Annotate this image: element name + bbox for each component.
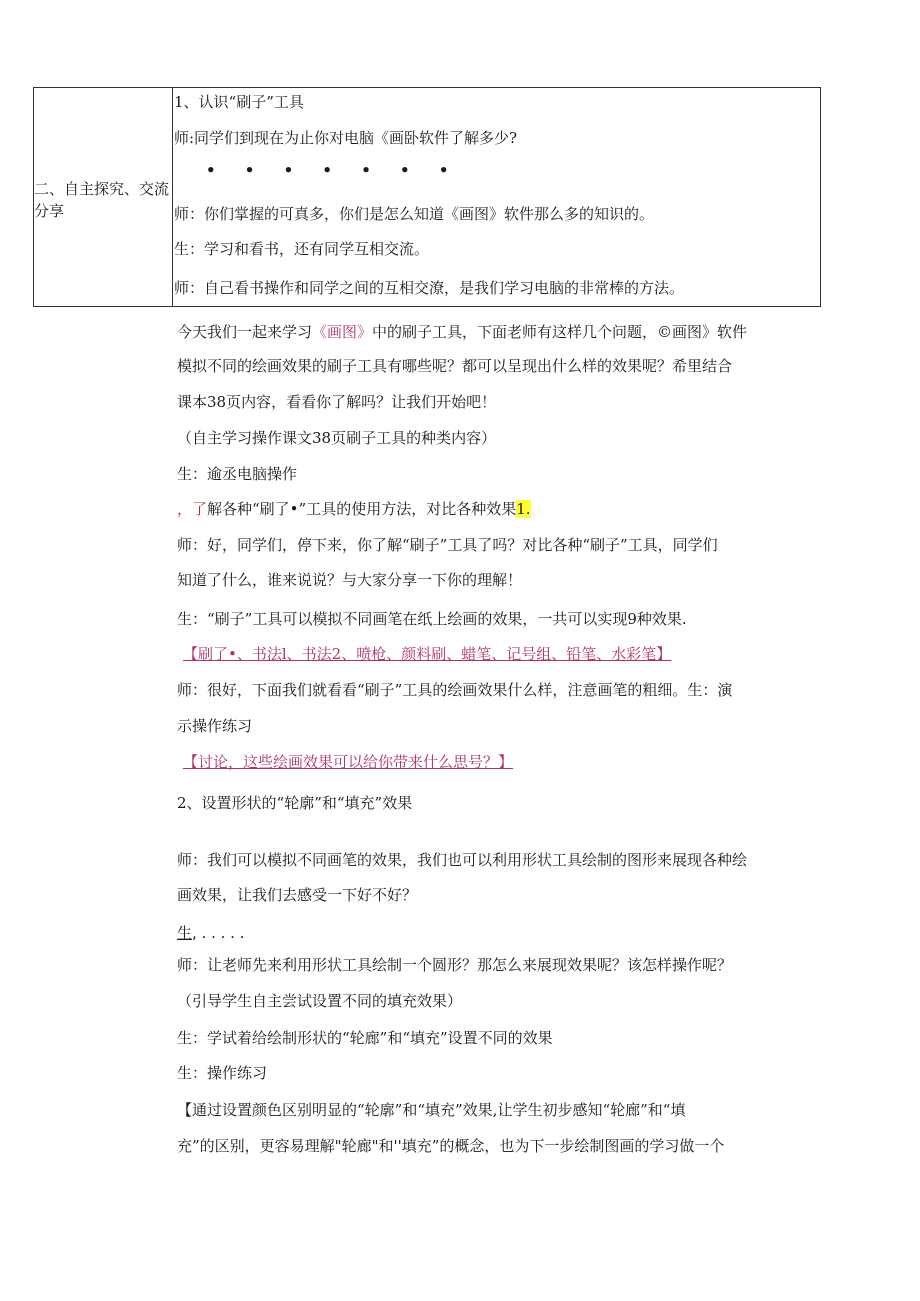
para-17-line-2: 充”的区别，更容易理解"轮廊"和''填充”的概念，也为下一步绘制图画的学习做一个	[177, 1137, 725, 1155]
para-5-line-2: 知道了什么，谁来说说？与大家分享一下你的理解！	[177, 571, 523, 589]
para-6: 生：“刷子”工具可以模拟不同画笔在纸上绘画的效果，一共可以实现9种效果.	[177, 610, 687, 628]
para-16: 生：操作练习	[177, 1064, 268, 1082]
para-12-sheng: 生	[177, 924, 193, 942]
table-divider	[172, 88, 173, 306]
para-15: 生：学试着给绘制形状的“轮廊”和“填充”设置不同的效果	[177, 1029, 553, 1047]
para-8-line-2: 示操作练习	[177, 717, 253, 735]
section-2-heading: 2、设置形状的“轮廓”和“填充”效果	[177, 794, 413, 812]
para-11-line-1: 师：我们可以模拟不同画笔的效果，我们也可以利用形状工具绘制的图形来展现各种绘	[177, 851, 748, 869]
para-4-main: 解各种“刷了•”工具的使用方法，对比各种效果	[207, 500, 517, 518]
para-1-text-b: 中的刷子工具，下面老师有这样几个问题，©画图》软件	[372, 323, 748, 341]
para-13: 师：让老师先来利用形状工具绘制一个圆形？那怎么来展现效果呢？该怎样操作呢？	[177, 956, 733, 974]
para-1-line-1	[177, 322, 747, 342]
para-1-text-a: 今天我们一起来学习	[177, 323, 313, 341]
para-14: （引导学生自主尝试设置不同的填充效果）	[177, 992, 463, 1010]
para-1-line-2: 模拟不同的绘画效果的刷子工具有哪些呢？都可以呈现出什么样的效果呢？希里结合	[177, 357, 733, 375]
para-7-brush-list: 【刷了•、书法l、书法2、喷枪、颜料刷、蜡笔、记号组、铅笔、水彩笔】	[183, 645, 672, 663]
para-9-discussion: 【讨论，这些绘画效果可以给你带来什么思号？】	[183, 753, 514, 771]
table-row-1: 1、认识“刷子”工具	[174, 93, 304, 111]
para-5-line-1: 师：好，同学们，停下来，你了解“刷子”工具了吗？对比各种“刷子”工具，同学们	[177, 536, 718, 554]
para-3: 生：逾丞电脑操作	[177, 465, 298, 483]
lesson-table	[33, 87, 821, 307]
para-17-line-1: 【通过设置颜色区别明显的“轮廓”和“填充”效果,让学生初步感知“轮廊”和“填	[177, 1101, 686, 1119]
para-12	[177, 923, 244, 943]
para-11-line-2: 画效果，让我们去感受一下好不好？	[177, 886, 418, 904]
table-row-4: 师：你们掌握的可真多，你们是怎么知道《画图》软件那么多的知识的。	[174, 205, 655, 223]
para-1-line-3: 课本38页内容，看看你了解吗？让我们开始吧！	[177, 393, 497, 411]
para-1-huatu: 《画图》	[312, 323, 373, 341]
table-row-6: 师：自己看书操作和同学之间的互相交潦，是我们学习电脑的非常棒的方法。	[174, 279, 685, 297]
para-2: （自主学习操作课文38页刷子工具的种类内容）	[177, 429, 497, 447]
table-section-label: 二、自主探究、交流分享	[34, 180, 170, 220]
table-row-2: 师:同学们到现在为止你对电脑《画卧软件了解多少?	[174, 129, 518, 147]
para-8-line-1: 师：很好，下面我们就看看“刷子”工具的绘画效果什么样，注意画笔的粗细。生：演	[177, 681, 733, 699]
para-4-prefix: ，了	[177, 500, 208, 518]
table-row-3-dots: • • • • • • •	[206, 161, 461, 179]
para-4-highlight: 1.	[516, 500, 531, 518]
table-row-5: 生：学习和看书，还有同学互相交流。	[174, 240, 430, 258]
para-4	[177, 499, 531, 519]
para-12-rest: , . . . . .	[192, 924, 245, 942]
